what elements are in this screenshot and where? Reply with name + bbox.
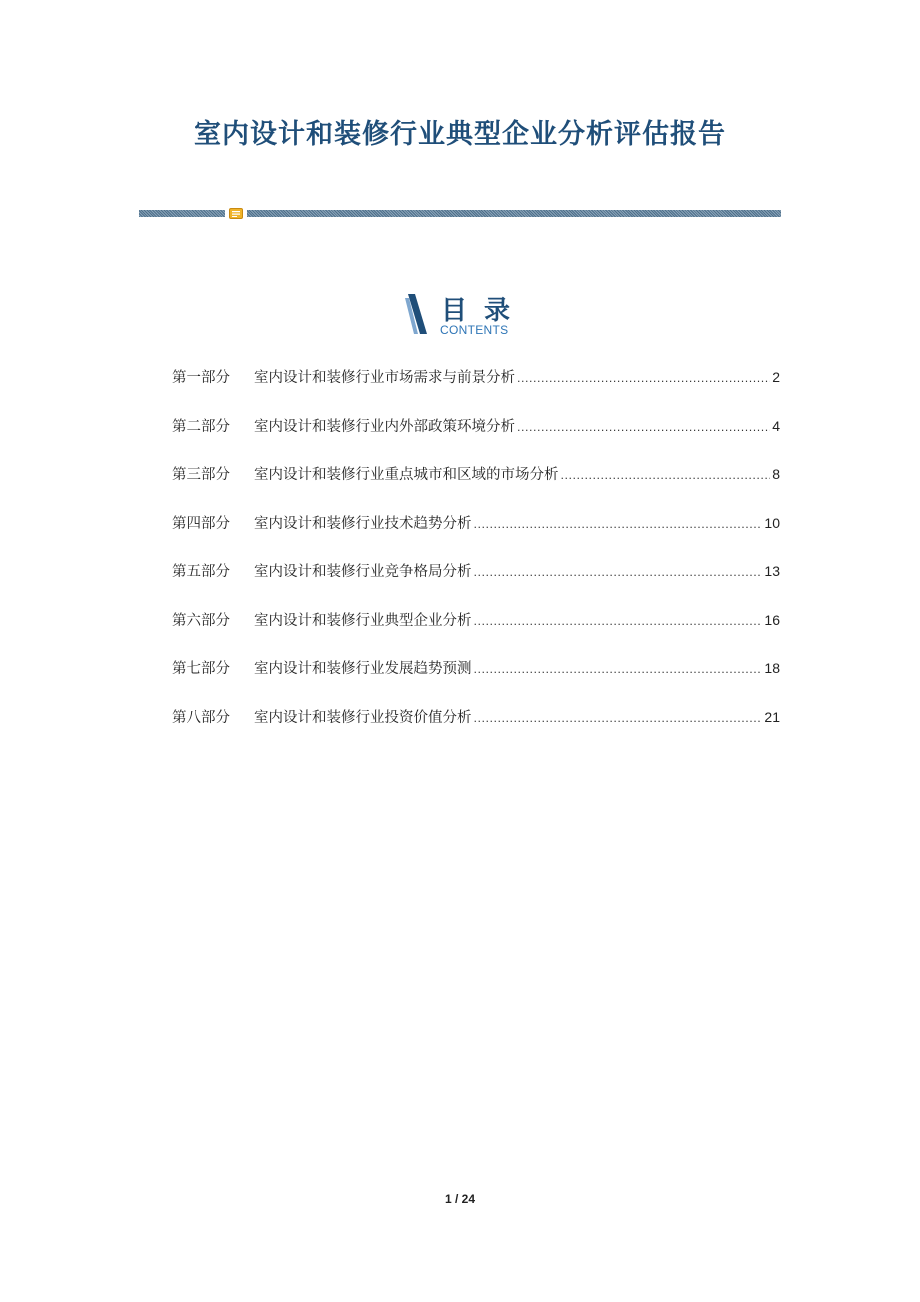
toc-entry-title: 室内设计和装修行业典型企业分析	[254, 612, 472, 629]
toc-entry[interactable]	[172, 657, 780, 706]
toc-dot-leader	[474, 663, 763, 676]
toc-entry[interactable]	[172, 463, 780, 512]
toc-page-number: 13	[764, 563, 780, 579]
toc-entry-title: 室内设计和装修行业重点城市和区域的市场分析	[254, 467, 559, 483]
toc-entry[interactable]	[172, 560, 780, 609]
toc-heading-en: CONTENTS	[440, 323, 509, 337]
toc-entry-title: 室内设计和装修行业投资价值分析	[254, 709, 472, 726]
toc-entry-title: 室内设计和装修行业技术趋势分析	[254, 515, 472, 532]
toc-page-number: 4	[772, 417, 780, 434]
toc-page-number: 10	[764, 514, 780, 531]
toc-entry-title: 室内设计和装修行业发展趋势预测	[254, 661, 472, 677]
toc-list	[172, 366, 780, 754]
toc-entry[interactable]	[172, 512, 780, 561]
toc-entry[interactable]	[172, 706, 780, 755]
toc-part-label: 第五部分	[172, 564, 230, 580]
toc-page-number: 21	[764, 708, 780, 725]
toc-part-label: 第四部分	[172, 515, 230, 532]
toc-part-label: 第二部分	[172, 418, 230, 435]
toc-heading-cn: 目 录	[441, 296, 515, 326]
toc-part-label: 第七部分	[172, 661, 230, 677]
toc-dot-leader	[517, 372, 770, 385]
toc-page-number: 8	[772, 466, 780, 482]
toc-part-label: 第八部分	[172, 709, 230, 726]
toc-entry[interactable]	[172, 366, 780, 415]
toc-dot-leader	[474, 566, 763, 579]
toc-entry-title: 室内设计和装修行业市场需求与前景分析	[254, 370, 515, 386]
toc-part-label: 第一部分	[172, 370, 230, 386]
toc-dot-leader	[474, 518, 763, 531]
divider-left-bar	[139, 210, 225, 217]
toc-dot-leader	[561, 469, 771, 482]
toc-dot-leader	[517, 421, 770, 434]
title-divider	[139, 208, 781, 218]
toc-dot-leader	[474, 712, 763, 725]
toc-page-number: 2	[772, 369, 780, 385]
document-title: 室内设计和装修行业典型企业分析评估报告	[194, 119, 726, 150]
toc-dot-leader	[474, 615, 763, 628]
toc-slash-icon	[405, 294, 427, 334]
document-icon	[229, 208, 243, 219]
page-indicator: 1 / 24	[444, 1192, 476, 1206]
toc-part-label: 第三部分	[172, 467, 230, 483]
toc-heading	[405, 292, 525, 338]
toc-part-label: 第六部分	[172, 612, 230, 629]
divider-right-bar	[247, 210, 781, 217]
toc-entry[interactable]	[172, 609, 780, 658]
toc-entry[interactable]	[172, 415, 780, 464]
toc-page-number: 18	[764, 660, 780, 676]
toc-entry-title: 室内设计和装修行业竞争格局分析	[254, 564, 472, 580]
toc-entry-title: 室内设计和装修行业内外部政策环境分析	[254, 418, 515, 435]
toc-page-number: 16	[764, 611, 780, 628]
